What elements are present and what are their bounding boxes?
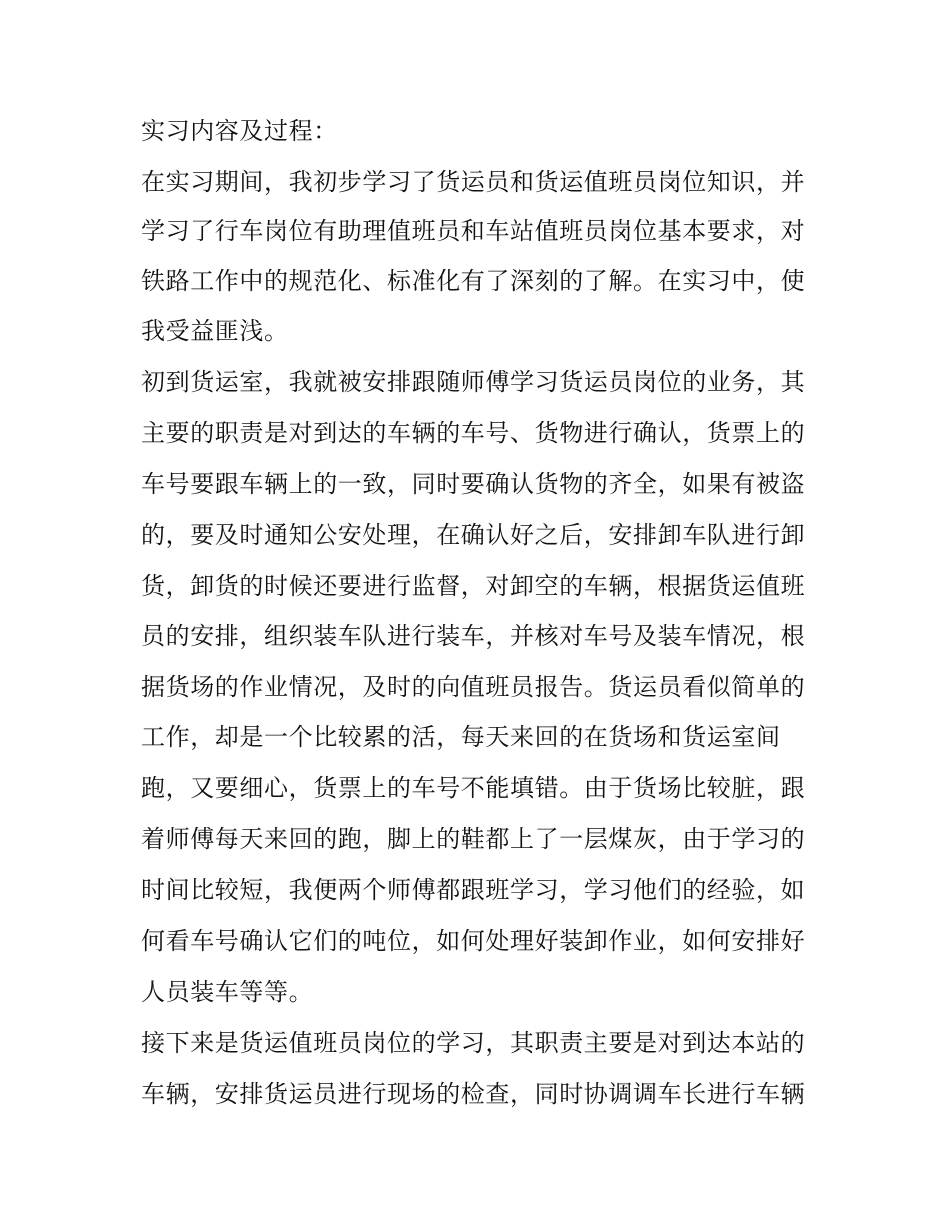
text-line: 着师傅每天来回的跑，脚上的鞋都上了一层煤灰，由于学习的	[141, 825, 806, 853]
text-line: 初到货运室，我就被安排跟随师傅学习货运员岗位的业务，其	[141, 368, 806, 396]
text-line: 学习了行车岗位有助理值班员和车站值班员岗位基本要求，对	[141, 217, 806, 245]
text-line: 货，卸货的时候还要进行监督，对卸空的车辆，根据货运值班	[141, 572, 806, 600]
text-line: 时间比较短，我便两个师傅都跟班学习，学习他们的经验，如	[141, 876, 806, 904]
text-line: 员的安排，组织装车队进行装车，并核对车号及装车情况，根	[141, 622, 806, 650]
text-line: 接下来是货运值班员岗位的学习，其职责主要是对到达本站的	[141, 1029, 806, 1057]
text-line: 车号要跟车辆上的一致，同时要确认货物的齐全，如果有被盗	[141, 470, 806, 498]
text-line: 人员装车等等。	[141, 978, 314, 1006]
text-line: 铁路工作中的规范化、标准化有了深刻的了解。在实习中，使	[141, 267, 806, 295]
text-line: 何看车号确认它们的吨位，如何处理好装卸作业，如何安排好	[141, 927, 806, 955]
text-line: 在实习期间，我初步学习了货运员和货运值班员岗位知识，并	[141, 168, 806, 196]
text-line: 车辆，安排货运员进行现场的检查，同时协调调车长进行车辆	[141, 1080, 806, 1108]
text-line: 的，要及时通知公安处理，在确认好之后，安排卸车队进行卸	[141, 521, 806, 549]
text-line: 跑，又要细心，货票上的车号不能填错。由于货场比较脏，跟	[141, 774, 806, 802]
text-line: 据货场的作业情况，及时的向值班员报告。货运员看似简单的	[141, 673, 806, 701]
section-heading: 实习内容及过程：	[141, 117, 338, 145]
text-line: 工作，却是一个比较累的活，每天来回的在货场和货运室间	[141, 723, 781, 751]
text-line: 我受益匪浅。	[141, 317, 289, 345]
text-line: 主要的职责是对到达的车辆的车号、货物进行确认，货票上的	[141, 419, 806, 447]
